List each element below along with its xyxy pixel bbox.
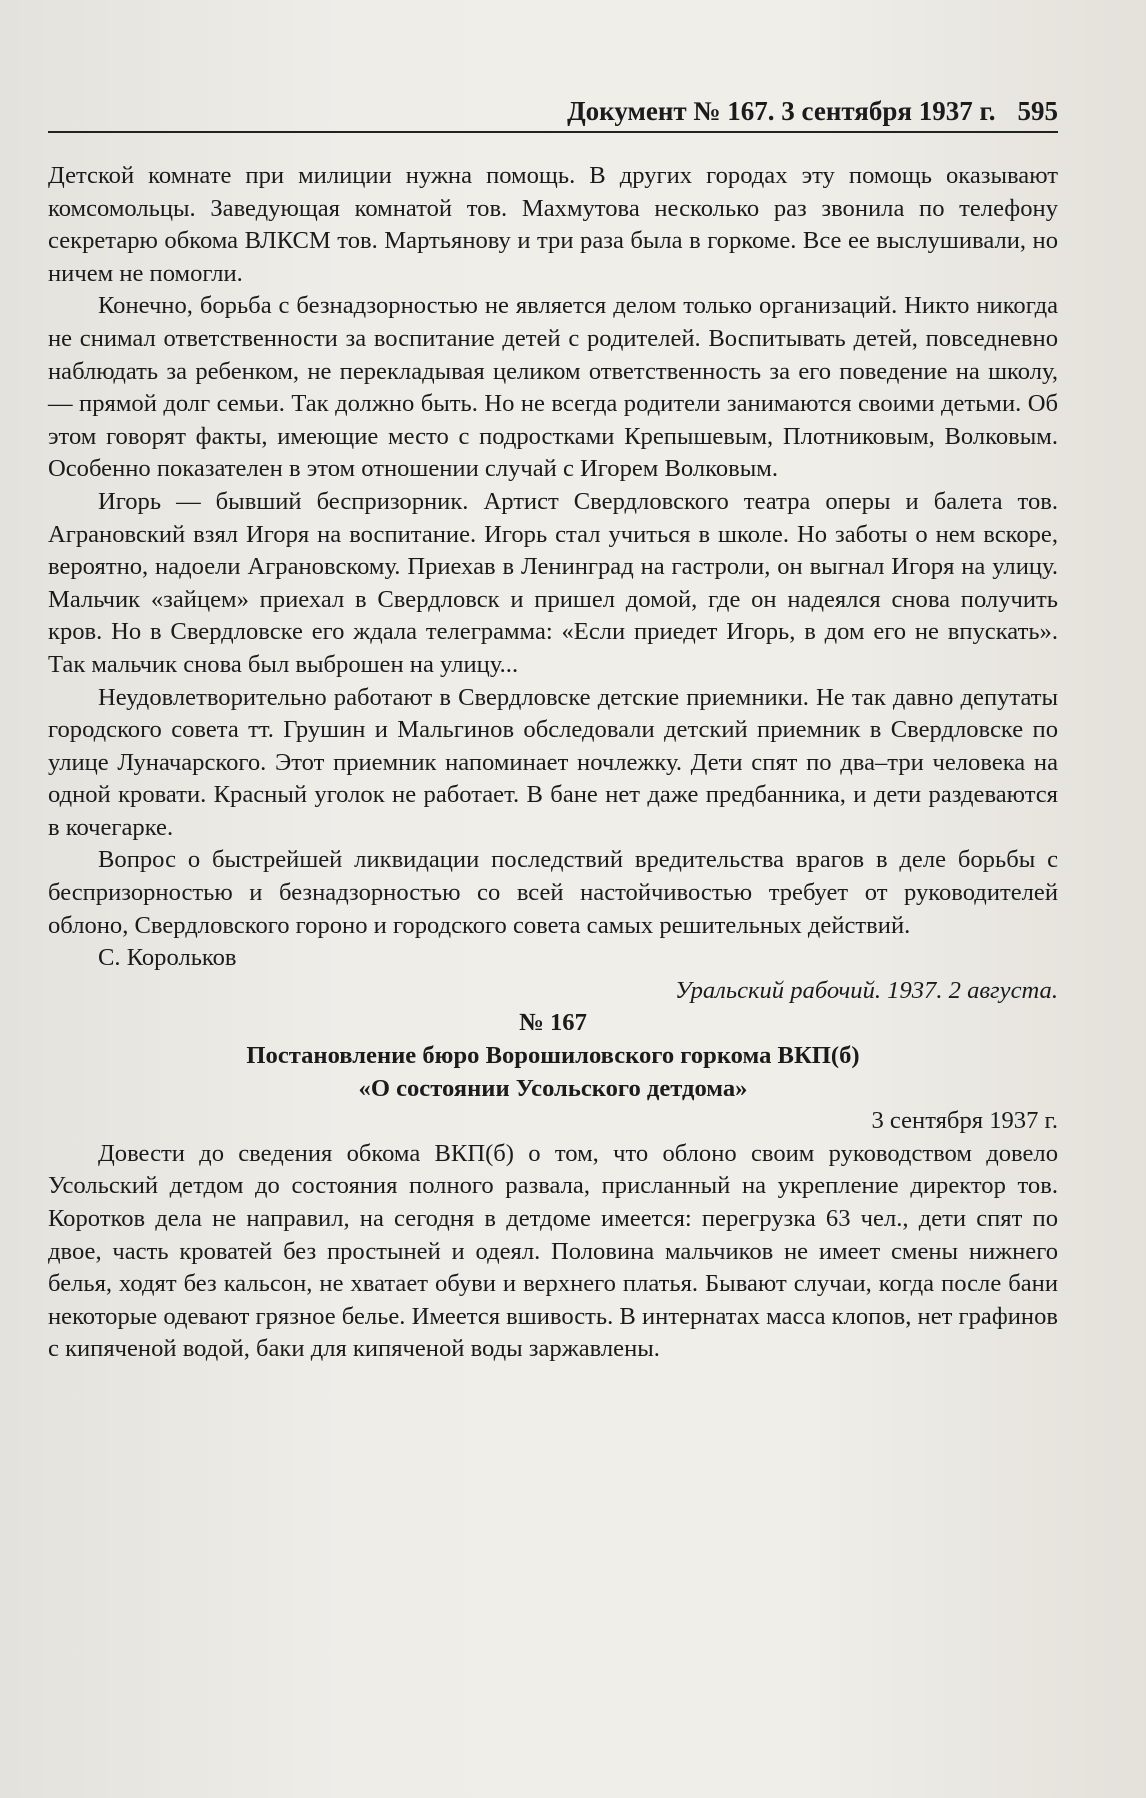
running-header [48,96,1058,133]
article-source: Уральский рабочий. 1937. 2 августа. [675,976,1058,1004]
article-author: С. Корольков [98,944,237,972]
document-date: 3 сентября 1937 г. [871,1107,1058,1135]
page-number: 595 [1017,96,1058,126]
document-title-line2: «О состоянии Усольского детдома» [358,1074,748,1102]
article-paragraph: Вопрос о быстрейшей ликвидации последствий вредительства врагов в деле борьбы с беспризорностью и безнадзорностью со всей настойчивостью требует от руководителей облоно, Свердловского гороно и городского совета самых решительных действий. [48,846,1058,939]
article-paragraph: Конечно, борьба с безнадзорностью не является делом только организаций. Никто никогда не снимал ответственности за воспитание детей с родителей. Воспитывать детей, повседневно наблюдать за ребенком, не перекладывая целиком ответственность за его поведение на школу, — прямой долг семьи. Так должно быть. Но не всегда родители занимаются своими детьми. Об этом говорят факты, имеющие место с подростками Крепышевым, Плотниковым, Волковым. Особенно показателен в этом отношении случай с Игорем Волковым. [48,292,1058,483]
article-paragraph: Детской комнате при милиции нужна помощь. В других городах эту помощь оказывают комсомольцы. Заведующая комнатой тов. Махмутова несколько раз звонила по телефону секретарю обкома ВЛКСМ тов. Мартьянову и три раза была в горкоме. Все ее выслушивали, но ничем не помогли. [48,162,1058,287]
header-title: Документ № 167. 3 сентября 1937 г. [567,96,996,126]
article-paragraph: Игорь — бывший беспризорник. Артист Свердловского театра оперы и балета тов. Аграновский взял Игоря на воспитание. Игорь стал учиться в школе. Но заботы о нем вскоре, вероятно, надоели Аграновскому. Приехав в Ленинград на гастроли, он выгнал Игоря на улицу. Мальчик «зайцем» приехал в Свердловск и пришел домой, где он надеялся снова получить кров. Но в Свердловске его ждала телеграмма: «Если приедет Игорь, в дом его не впускать». Так мальчик снова был выброшен на улицу... [48,487,1058,678]
document-title-line1: Постановление бюро Ворошиловского горкома ВКП(б) [246,1042,860,1070]
document-paragraph: Довести до сведения обкома ВКП(б) о том, что облоно своим руководством довело Усольский детдом до состояния полного развала, присланный на укрепление директор тов. Коротков дела не направил, на сегодня в детдоме имеется: перегрузка 63 чел., дети спят по двое, часть кроватей без простыней и одеял. Половина мальчиков не имеет смены нижнего белья, ходят без кальсон, не хватает обуви и верхнего платья. Бывают случаи, когда после бани некоторые одевают грязное белье. Имеется вшивость. В интернатах масса клопов, нет графинов с кипяченой водой, баки для кипяченой воды заржавлены. [48,1139,1058,1363]
document-number: № 167 [519,1009,587,1037]
page-content [48,160,1058,1366]
article-paragraph: Неудовлетворительно работают в Свердловске детские приемники. Не так давно депутаты городского совета тт. Грушин и Мальгинов обследовали детский приемник в Свердловске по улице Луначарского. Этот приемник напоминает ночлежку. Дети спят по два–три человека на одной кровати. Красный уголок не работает. В бане нет даже предбанника, и дети раздеваются в кочегарке. [48,683,1058,841]
